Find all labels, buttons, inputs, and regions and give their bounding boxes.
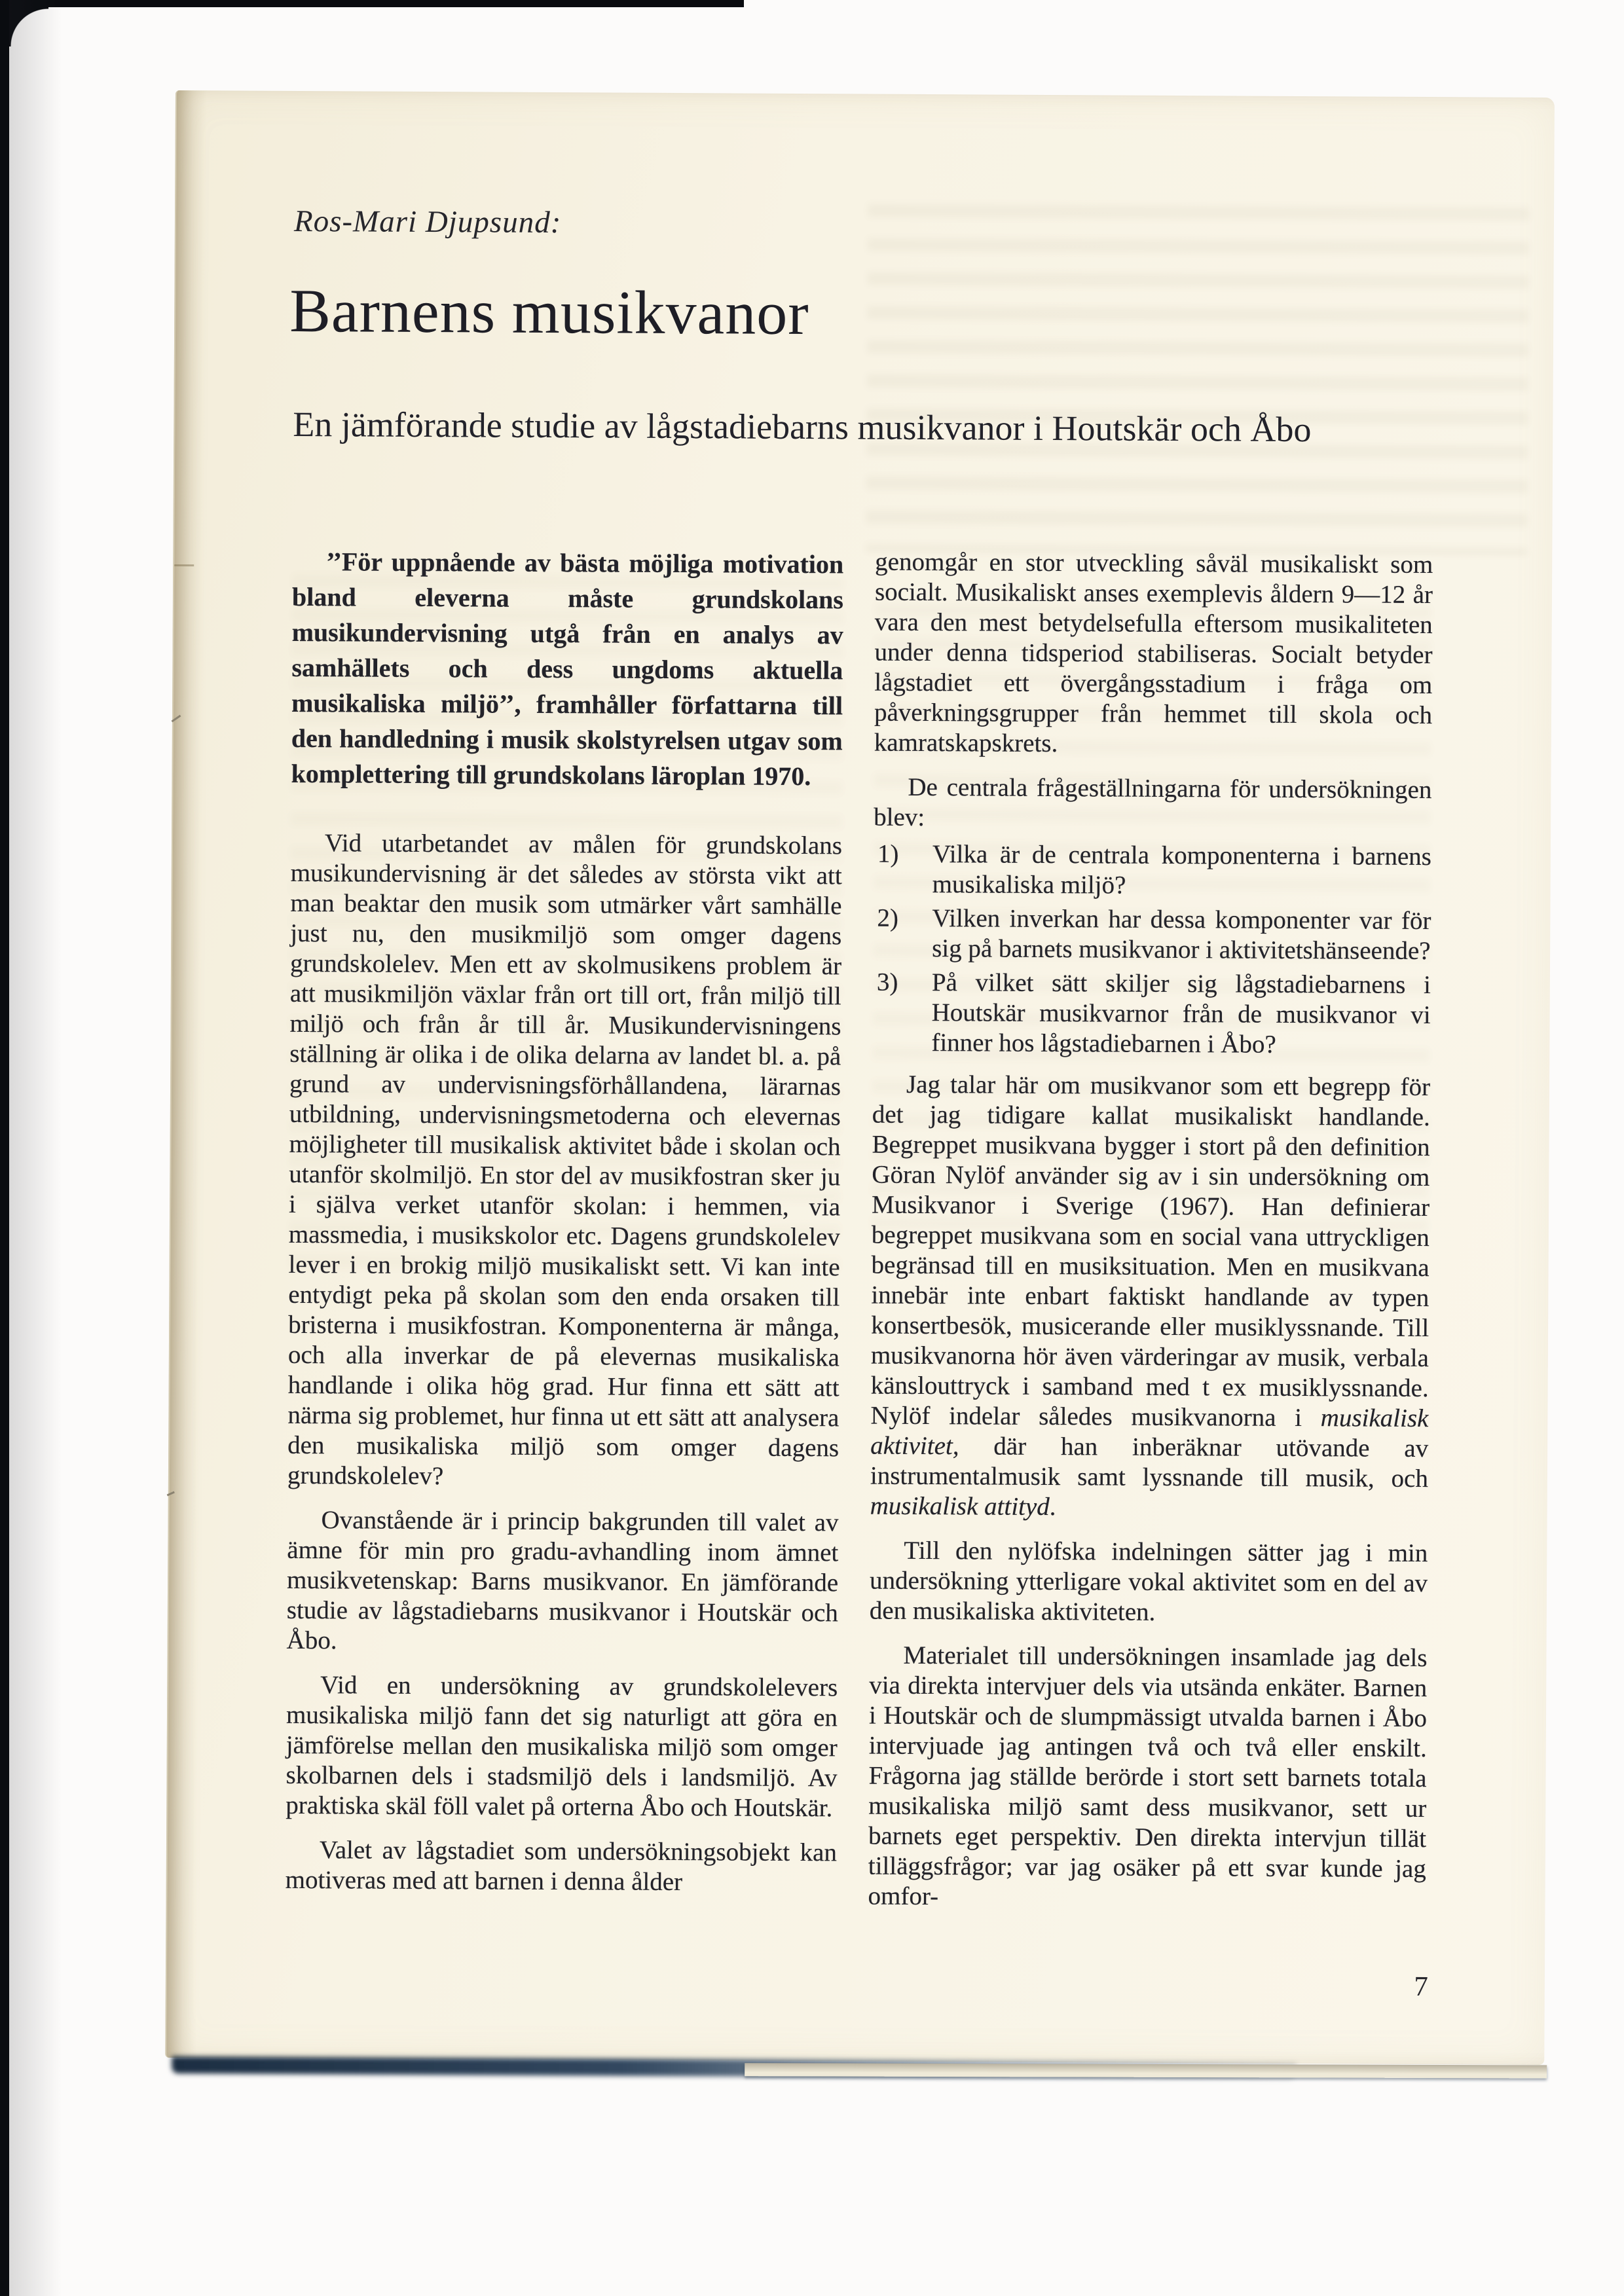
text-run: På vilket sätt skiljer sig lågstadiebarnens i Houtskär musikvarnor från de musikvanor vi finner hos lågstadiebarnen i Åbo?: [931, 968, 1431, 1059]
paragraph: [286, 1835, 837, 1898]
lead-paragraph: [291, 544, 843, 794]
text-run: Till den nylöfska indelningen sätter jag i min undersökning ytterligare vokal aktivitet som en del av den musikaliska aktiviteten.: [869, 1536, 1428, 1626]
column-left: [286, 544, 844, 1898]
italic-text: musikalisk aktivitet,: [870, 1404, 1429, 1461]
paragraph: [868, 1641, 1427, 1914]
text-run: Vid en undersökning av grundskolelevers musikaliska miljö fann det sig naturligt att göra en jämförelse mellan den musikaliska miljö som omger skolbarnen dels i stadsmiljö dels i landsmiljö. Av praktiska skäl föll valet på orterna Åbo och Houtskär.: [286, 1671, 838, 1823]
list-item: [873, 903, 1431, 966]
list-item: [874, 839, 1431, 902]
magazine-page: [165, 90, 1555, 2065]
article-subtitle: En jämförande studie av lågstadiebarns musikvanor i Houtskär och Åbo: [293, 404, 1312, 450]
paragraph: [870, 1536, 1428, 1629]
list-number: 1): [877, 839, 899, 868]
text-run: Jag talar här om musikvanor som ett begrepp för det jag tidigare kallat musikaliskt handlande. Begreppet musikvana bygger i stort på den definition Göran Nylöf använder sig av i sin undersökning om Musikvanor i Sverige (1967). Han definierar begreppet musikvana som en social vana uttryckligen begränsad till en musiksituation. Men en musikvana innebär inte enbart faktiskt handlande av typen konsertbesök, musicerande eller musiklyssnande. Till musikvanorna hör även värderingar av musik, verbala känslouttryck i samband med t ex musiklyssnande. Nylöf indelar således musikvanorna i: [870, 1070, 1431, 1432]
text-run: .: [1049, 1493, 1056, 1522]
list-number: 3): [876, 968, 898, 996]
spine-crease: [174, 564, 194, 566]
page-spine-shading: [165, 90, 207, 2058]
italic-text: musikalisk attityd: [870, 1491, 1050, 1522]
backing-left-shadow: [9, 0, 62, 2296]
text-run: Vilka är de centrala komponenterna i barnens musikaliska miljö?: [932, 840, 1432, 900]
bleed-through-text: [866, 192, 1529, 556]
list-number: 2): [877, 903, 899, 932]
paragraph: [286, 1670, 838, 1823]
stacked-pages-edge: [745, 2063, 1547, 2078]
text-run: Vilken inverkan har dessa komponenter var för sig på barnets musikvanor i aktivitetshänseende?: [932, 904, 1431, 966]
paragraph: [870, 1070, 1431, 1524]
page-number: 7: [1414, 1971, 1428, 2003]
paragraph: [874, 773, 1431, 835]
text-run: De centrala frågeställningarna för undersökningen blev:: [874, 773, 1432, 832]
paragraph: [874, 547, 1433, 761]
scanner-bed-top-edge: [0, 0, 744, 7]
text-run: ’’För uppnående av bästa möjliga motivation bland eleverna måste grundskolans musikundervisning utgå från en analys av samhällets och dess ungdoms aktuella musikaliska miljö’’, framhåller författarna till den handledning i musik skolstyrelsen utgav som komplettering till grundskolans läroplan 1970.: [291, 547, 844, 792]
text-run: Ovanstående är i princip bakgrunden till valet av ämne för min pro gradu-avhandling inom ämnet musikvetenskap: Barns musikvanor. En jämförande studie av lågstadiebarns musikvanor i Houtskär och Åbo.: [286, 1506, 839, 1655]
text-run: Vid utarbetandet av målen för grundskolans musikundervisning är det således av största vikt att man beaktar den musik som utmärker vårt samhälle just nu, den musikmiljö som omger dagens grundskolelev. Men ett av skolmusikens problem är att musikmiljön växlar från ort till ort, från miljö till miljö och från år till år. Musikundervisningens ställning är olika i de olika delarna av landet bl. a. på grund av undervisningsförhållandena, lärarnas utbildning, undervisningsmetoderna och elevernas möjligheter till musikalisk aktivitet både i skolan och utanför skolmiljö. En stor del av musikfostran sker ju i själva verket utanför skolan: i hemmen, via massmedia, i musikskolor etc. Dagens grundskolelev lever i en brokig miljö musikaliskt sett. Vi kan inte entydigt peka på skolan som den enda orsaken till bristerna i musikfostran. Komponenterna är många, och alla inverkar de på elevernas musikaliska handlande i olika hög grad. Hur finna ett sätt att närma sig problemet, hur finna ut ett sätt att analysera den musikaliska miljö som omger dagens grundskolelev?: [287, 829, 843, 1491]
author-line: Ros-Mari Djupsund:: [293, 204, 562, 240]
text-run: genomgår en stor utveckling såväl musikaliskt som socialt. Musikaliskt anses exemplevis åldern 9—12 år vara den mest betydelsefulla eftersom musikaliteten under denna tidsperiod stabiliseras. Socialt betyder lågstadiet ett övergångsstadium i fråga om påverkningsgrupper från hemmet till skola och kamratskapskrets.: [874, 547, 1433, 758]
scanner-bed-left-edge: [0, 0, 9, 2296]
text-run: Materialet till undersökningen insamlade jag dels via direkta intervjuer dels via utsända enkäter. Barnen i Houtskär och de slumpmässigt utvalda barnen i Åbo intervjuade jag antingen två och två eller enskilt. Frågorna jag ställde berörde i stort sett barnets totala musikaliska miljö samt dess musikvanor, sett ur barnets eget perspektiv. Den direkta intervjun tillät tilläggsfrågor; var jag osäker på ett svar kunde jag omfor-: [868, 1641, 1428, 1911]
article-title: Barnens musikvanor: [289, 276, 809, 348]
paragraph: [287, 828, 842, 1493]
column-right: [868, 547, 1433, 1914]
text-run: där han inberäknar utövande av instrumentalmusik samt lyssnande till musik, och: [870, 1432, 1429, 1493]
paragraph: [286, 1505, 838, 1658]
text-run: Valet av lågstadiet som undersökningsobjekt kan motiveras med att barnen i denna ålder: [285, 1836, 838, 1897]
list-item: [872, 968, 1431, 1061]
